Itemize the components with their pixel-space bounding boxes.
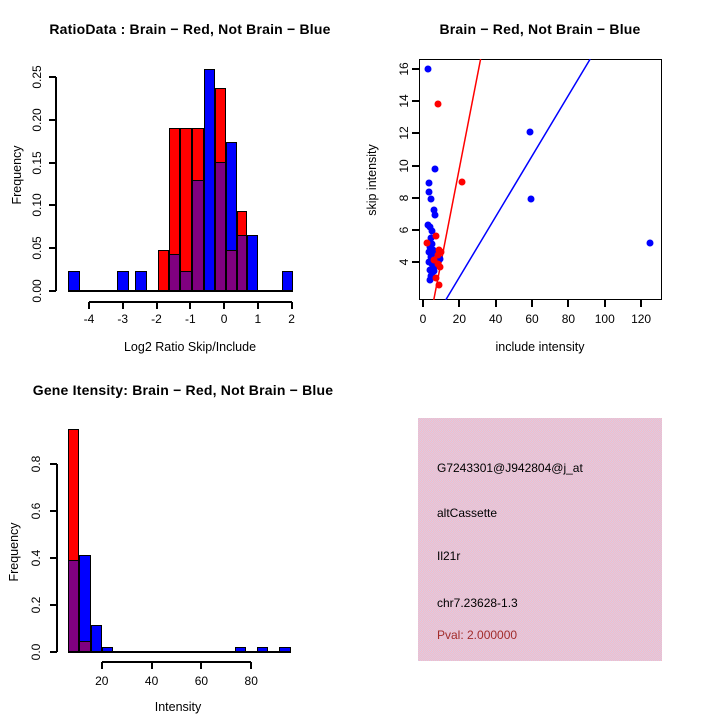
overlap_purple-histogram-bar xyxy=(192,180,204,291)
x-tick xyxy=(422,300,424,307)
y-tick xyxy=(49,204,56,206)
not_brain_blue-histogram-bar xyxy=(68,271,80,291)
not_brain_blue-scatter-point xyxy=(425,180,432,187)
x-tick-label: 0 xyxy=(220,312,228,326)
y-tick-label: 0.25 xyxy=(30,65,44,89)
not_brain_blue-scatter-point xyxy=(528,196,535,203)
brain_red-scatter-point xyxy=(459,178,466,185)
x-tick xyxy=(189,302,191,309)
brain_red-scatter-point xyxy=(437,263,444,270)
x-tick-label: 2 xyxy=(288,312,295,326)
x-tick-label: 40 xyxy=(144,674,159,688)
not_brain_blue-scatter-point xyxy=(428,196,435,203)
x-tick xyxy=(567,300,569,307)
not_brain_blue-histogram-bar xyxy=(117,271,129,291)
not_brain_blue-scatter-point xyxy=(431,211,438,218)
x-tick xyxy=(250,662,252,669)
x-tick-label: 60 xyxy=(525,312,539,326)
y-tick-label: 0.05 xyxy=(30,236,44,260)
ratio-histogram-title: RatioData : Brain − Red, Not Brain − Blue xyxy=(49,21,331,37)
overlap_purple-histogram-bar xyxy=(180,271,191,291)
x-tick xyxy=(156,302,158,309)
overlap_purple-histogram-bar xyxy=(226,250,237,291)
x-tick-label: 1 xyxy=(254,312,262,326)
y-tick-label: 0.8 xyxy=(29,455,43,473)
x-tick xyxy=(291,302,293,309)
y-tick xyxy=(412,165,419,167)
y-tick xyxy=(412,100,419,102)
not_brain_blue-histogram-bar xyxy=(91,625,102,652)
not_brain_blue-histogram-bar xyxy=(279,647,290,652)
overlap_purple-histogram-bar xyxy=(215,162,226,291)
brain_red-scatter-point xyxy=(423,240,430,247)
x-tick-label: 80 xyxy=(561,312,576,326)
y-tick xyxy=(50,557,57,559)
brain_red-scatter-point xyxy=(433,274,440,281)
y-tick-label: 14 xyxy=(397,94,411,108)
x-tick-label: 80 xyxy=(244,674,258,688)
not_brain_blue-scatter-point xyxy=(425,66,432,73)
x-tick-label: -4 xyxy=(83,312,95,326)
y-tick xyxy=(49,162,56,164)
not_brain_blue-scatter-point xyxy=(426,189,433,196)
brain_red-histogram-bar xyxy=(180,128,191,291)
overlap_purple-histogram-bar xyxy=(68,560,79,652)
not_brain_blue-scatter-point xyxy=(527,128,534,135)
brain_red-histogram-bar xyxy=(158,250,169,291)
splice-type-text: altCassette xyxy=(437,506,498,520)
y-tick xyxy=(49,76,56,78)
probe-id-text: G7243301@J942804@j_at xyxy=(437,461,583,475)
pval-text: Pval: 2.000000 xyxy=(437,628,518,642)
gene-name-text: Il21r xyxy=(437,549,461,563)
fit-lines-layer xyxy=(419,59,662,300)
overlap_purple-histogram-bar xyxy=(237,235,247,291)
not_brain_blue-histogram-bar xyxy=(135,271,147,291)
x-tick-label: -2 xyxy=(151,312,162,326)
y-tick xyxy=(412,132,419,134)
scatter-title: Brain − Red, Not Brain − Blue xyxy=(439,21,641,37)
gene-histogram-ylabel: Frequency xyxy=(7,522,21,582)
y-tick-label: 0.00 xyxy=(30,279,44,303)
y-tick-label: 6 xyxy=(397,226,411,234)
y-tick-label: 0.10 xyxy=(30,193,44,218)
not_brain_blue-histogram-bar xyxy=(257,647,268,652)
y-tick-label: 16 xyxy=(397,62,411,76)
scatter-ylabel: skip intensity xyxy=(365,144,379,216)
x-tick xyxy=(604,300,606,307)
y-tick-label: 8 xyxy=(397,194,411,201)
x-tick xyxy=(458,300,460,307)
y-tick xyxy=(50,463,57,465)
gene-histogram-title: Gene Itensity: Brain − Red, Not Brain − Blue xyxy=(32,382,334,398)
x-tick-label: 40 xyxy=(489,312,503,326)
x-tick xyxy=(257,302,259,309)
scatter-xlabel: include intensity xyxy=(495,340,585,354)
not_brain_blue-scatter-point xyxy=(647,239,654,246)
not_brain_blue-histogram-bar xyxy=(247,235,258,291)
x-tick xyxy=(151,662,153,669)
y-tick-label: 10 xyxy=(397,158,411,173)
gene-info-panel xyxy=(418,418,662,661)
y-tick-label: 0.0 xyxy=(29,643,43,661)
not_brain_blue_fit-line xyxy=(446,59,590,300)
gene-histogram-xlabel: Intensity xyxy=(154,700,202,714)
y-axis-line xyxy=(55,77,57,291)
x-tick-label: 20 xyxy=(95,674,109,688)
not_brain_blue-scatter-point xyxy=(432,165,439,172)
y-tick-label: 0.20 xyxy=(30,108,44,132)
y-tick xyxy=(49,119,56,121)
x-tick xyxy=(531,300,533,307)
not_brain_blue-histogram-bar xyxy=(204,69,215,291)
y-tick-label: 0.2 xyxy=(29,596,43,614)
y-tick xyxy=(50,604,57,606)
x-axis-line xyxy=(102,661,251,663)
y-tick xyxy=(412,261,419,263)
x-tick xyxy=(223,302,225,309)
not_brain_blue-histogram-bar xyxy=(102,647,113,652)
y-tick xyxy=(412,68,419,70)
x-tick xyxy=(101,662,103,669)
x-tick-label: -3 xyxy=(117,312,129,326)
x-tick xyxy=(200,662,202,669)
x-tick-label: 0 xyxy=(419,312,427,326)
y-tick-label: 0.15 xyxy=(30,150,44,175)
x-tick xyxy=(122,302,124,309)
not_brain_blue-histogram-bar xyxy=(79,555,90,652)
y-tick-label: 0.4 xyxy=(29,549,43,567)
ratio-histogram-ylabel: Frequency xyxy=(10,145,24,205)
x-tick-label: 60 xyxy=(194,674,209,688)
y-tick xyxy=(50,651,57,653)
y-tick xyxy=(50,510,57,512)
x-tick-label: 120 xyxy=(631,312,652,326)
y-tick xyxy=(49,247,56,249)
x-tick xyxy=(640,300,642,307)
x-tick-label: 100 xyxy=(594,312,615,326)
overlap_purple-histogram-bar xyxy=(169,254,181,291)
not_brain_blue-histogram-bar xyxy=(235,647,246,652)
brain_red-scatter-point xyxy=(435,282,442,289)
y-tick-label: 0.6 xyxy=(29,502,43,520)
y-tick xyxy=(412,197,419,199)
not_brain_blue-histogram-bar xyxy=(282,271,293,291)
x-tick-label: -1 xyxy=(184,312,196,326)
x-tick-label: 20 xyxy=(452,312,467,326)
overlap_purple-histogram-bar xyxy=(79,641,90,652)
y-tick-label: 12 xyxy=(397,126,411,141)
brain_red-scatter-point xyxy=(433,233,440,240)
x-tick xyxy=(495,300,497,307)
x-tick xyxy=(88,302,90,309)
locus-text: chr7.23628-1.3 xyxy=(437,596,518,610)
brain_red-scatter-point xyxy=(435,101,442,108)
y-tick xyxy=(49,290,56,292)
y-tick-label: 4 xyxy=(397,258,411,266)
ratio-histogram-xlabel: Log2 Ratio Skip/Include xyxy=(123,340,257,354)
y-tick xyxy=(412,229,419,231)
